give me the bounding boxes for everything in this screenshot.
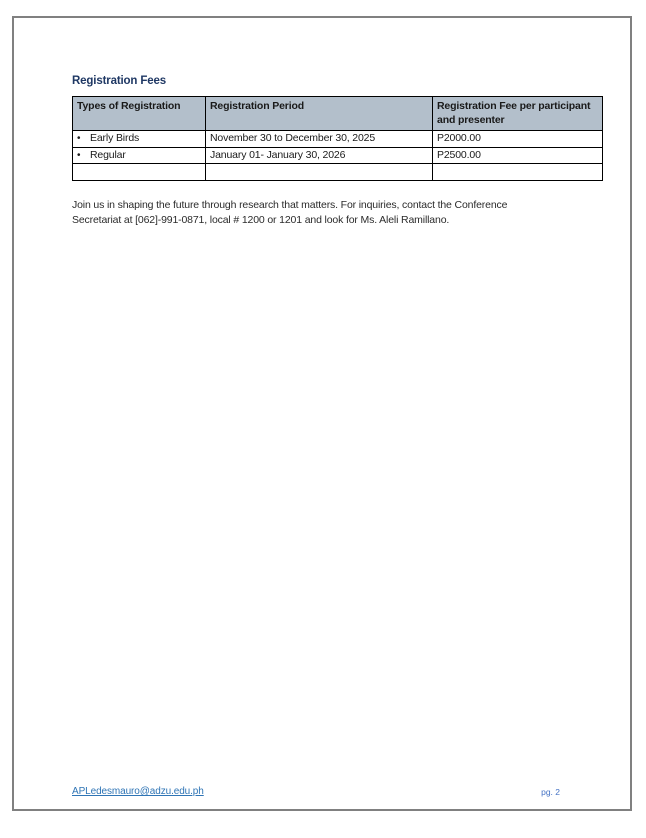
cell-registration-period: January 01- January 30, 2026 <box>206 147 433 164</box>
table-header-row <box>73 97 603 131</box>
registration-type-label: Regular <box>90 148 126 161</box>
cell-registration-fee: P2500.00 <box>433 147 603 164</box>
cell-registration-type <box>73 131 206 148</box>
paragraph-line-2: Secretariat at [062]-991-0871, local # 1200 or 1201 and look for Ms. Aleli Ramillano. <box>72 214 450 226</box>
header-cell-registration-period: Registration Period <box>206 97 433 131</box>
table-row-empty <box>73 164 603 181</box>
document-body <box>72 75 591 228</box>
cell-registration-type <box>73 147 206 164</box>
footer-email-link[interactable]: APLedesmauro@adzu.edu.ph <box>72 786 204 797</box>
section-heading: Registration Fees <box>72 75 166 87</box>
paragraph-line-1: Join us in shaping the future through research that matters. For inquiries, contact the Conference <box>72 199 508 211</box>
cell-registration-period: November 30 to December 30, 2025 <box>206 131 433 148</box>
header-cell-types-of-registration: Types of Registration <box>73 97 206 131</box>
document-page <box>12 16 632 811</box>
cell-empty <box>433 164 603 181</box>
bullet-icon: • <box>77 149 81 161</box>
cell-empty <box>73 164 206 181</box>
registration-type-label: Early Birds <box>90 132 140 144</box>
cell-registration-fee: P2000.00 <box>433 131 603 148</box>
bullet-icon: • <box>77 133 81 144</box>
table-row-regular <box>73 147 603 164</box>
closing-paragraph <box>72 198 575 228</box>
registration-fees-table <box>72 96 603 181</box>
header-cell-registration-fee: Registration Fee per participant and presenter <box>433 97 603 131</box>
page-footer <box>72 786 560 797</box>
table-row-early-birds <box>73 131 603 148</box>
page-number-label: pg. 2 <box>541 787 560 797</box>
cell-empty <box>206 164 433 181</box>
